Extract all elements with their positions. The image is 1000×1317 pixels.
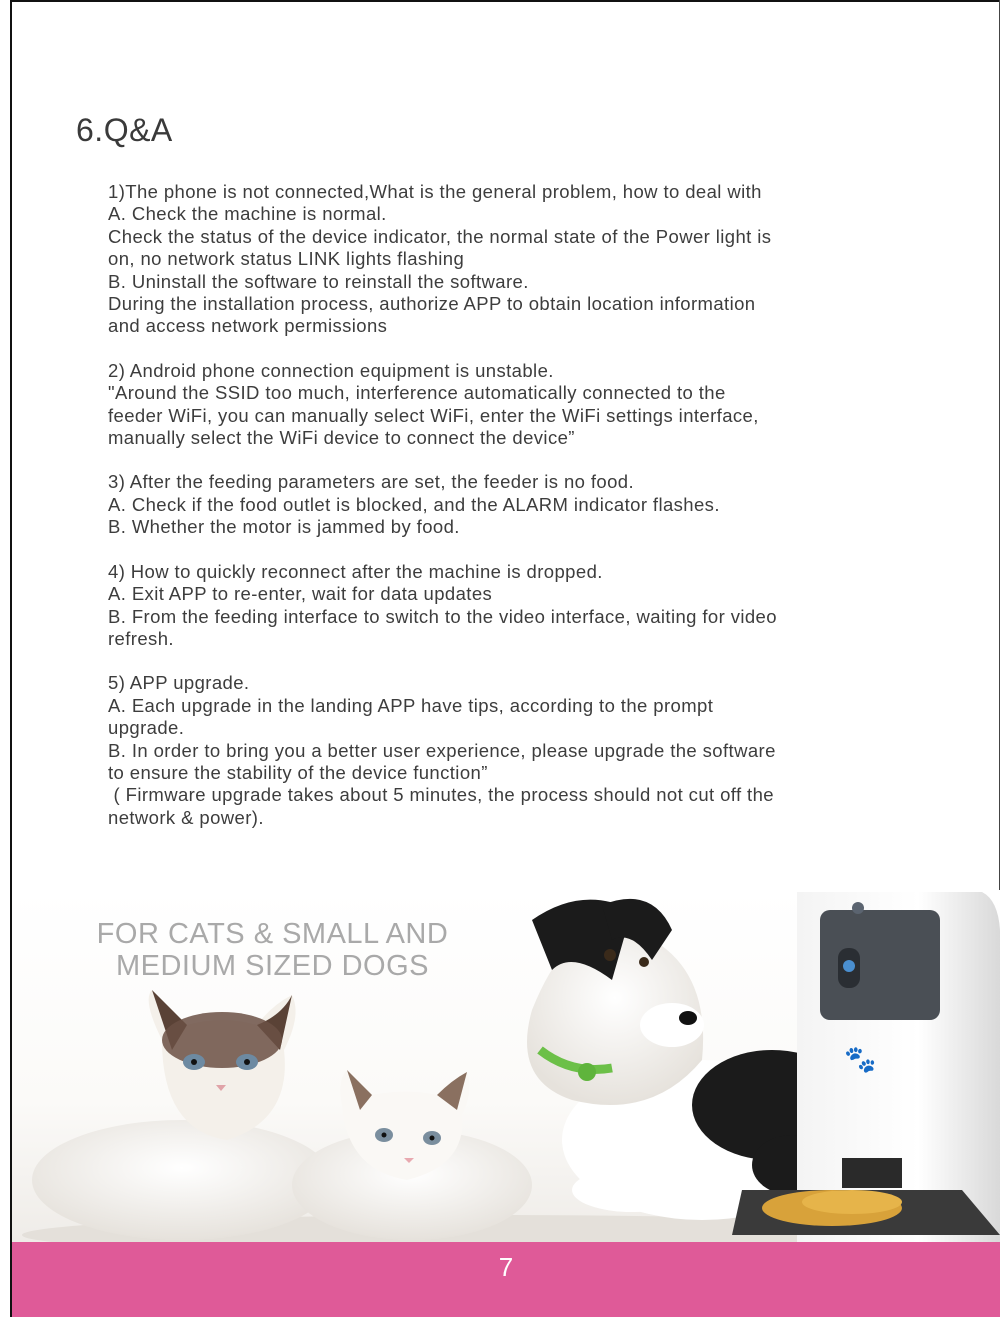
ragdoll-cat-figure bbox=[32, 990, 332, 1240]
qa-item-3 bbox=[108, 471, 868, 538]
qa-line: A. Each upgrade in the landing APP have tips, according to the prompt bbox=[108, 694, 714, 716]
qa-line: A. Check if the food outlet is blocked, and the ALARM indicator flashes. bbox=[108, 493, 720, 515]
qa-line: B. From the feeding interface to switch to the video interface, waiting for video bbox=[108, 605, 777, 627]
qa-line: 2) Android phone connection equipment is unstable. bbox=[108, 359, 554, 381]
qa-item-5 bbox=[108, 672, 868, 829]
footer-bar bbox=[12, 1242, 1000, 1317]
qa-line: feeder WiFi, you can manually select WiFi, enter the WiFi settings interface, bbox=[108, 404, 759, 426]
tagline bbox=[80, 918, 465, 982]
page-border-top bbox=[10, 0, 1000, 2]
qa-line: Check the status of the device indicator, the normal state of the Power light is bbox=[108, 225, 772, 247]
qa-body bbox=[108, 181, 868, 851]
qa-item-1 bbox=[108, 181, 868, 338]
qa-line: 1)The phone is not connected,What is the general problem, how to deal with bbox=[108, 181, 762, 202]
qa-line: B. In order to bring you a better user experience, please upgrade the software bbox=[108, 739, 776, 761]
qa-line: to ensure the stability of the device function” bbox=[108, 761, 488, 783]
qa-line: 4) How to quickly reconnect after the machine is dropped. bbox=[108, 560, 603, 582]
qa-line: and access network permissions bbox=[108, 315, 388, 337]
qa-line: upgrade. bbox=[108, 717, 185, 739]
qa-line: manually select the WiFi device to connect the device” bbox=[108, 427, 575, 449]
qa-item-2 bbox=[108, 360, 868, 450]
page-number: 7 bbox=[498, 1252, 514, 1282]
qa-line: A. Check the machine is normal. bbox=[108, 203, 387, 225]
section-title: 6.Q&A bbox=[76, 112, 173, 148]
qa-line: network & power). bbox=[108, 806, 264, 828]
qa-line: During the installation process, authorize APP to obtain location information bbox=[108, 293, 756, 315]
qa-line: 5) APP upgrade. bbox=[108, 672, 250, 694]
qa-line: B. Uninstall the software to reinstall the software. bbox=[108, 270, 529, 292]
tagline-line-2: MEDIUM SIZED DOGS bbox=[115, 950, 429, 982]
qa-line: ( Firmware upgrade takes about 5 minutes, the process should not cut off the bbox=[108, 784, 774, 806]
svg-text:🐾: 🐾 bbox=[844, 1045, 877, 1075]
small-cat-figure bbox=[292, 1070, 532, 1240]
qa-line: B. Whether the motor is jammed by food. bbox=[108, 516, 460, 538]
qa-line: refresh. bbox=[108, 627, 174, 649]
tagline-line-1: FOR CATS & SMALL AND bbox=[96, 918, 449, 950]
qa-line: 3) After the feeding parameters are set, the feeder is no food. bbox=[108, 471, 635, 493]
qa-line: A. Exit APP to re-enter, wait for data updates bbox=[108, 583, 493, 605]
qa-line: on, no network status LINK lights flashing bbox=[108, 248, 465, 270]
qa-item-4 bbox=[108, 561, 868, 651]
qa-line: "Around the SSID too much, interference automatically connected to the bbox=[108, 382, 726, 404]
